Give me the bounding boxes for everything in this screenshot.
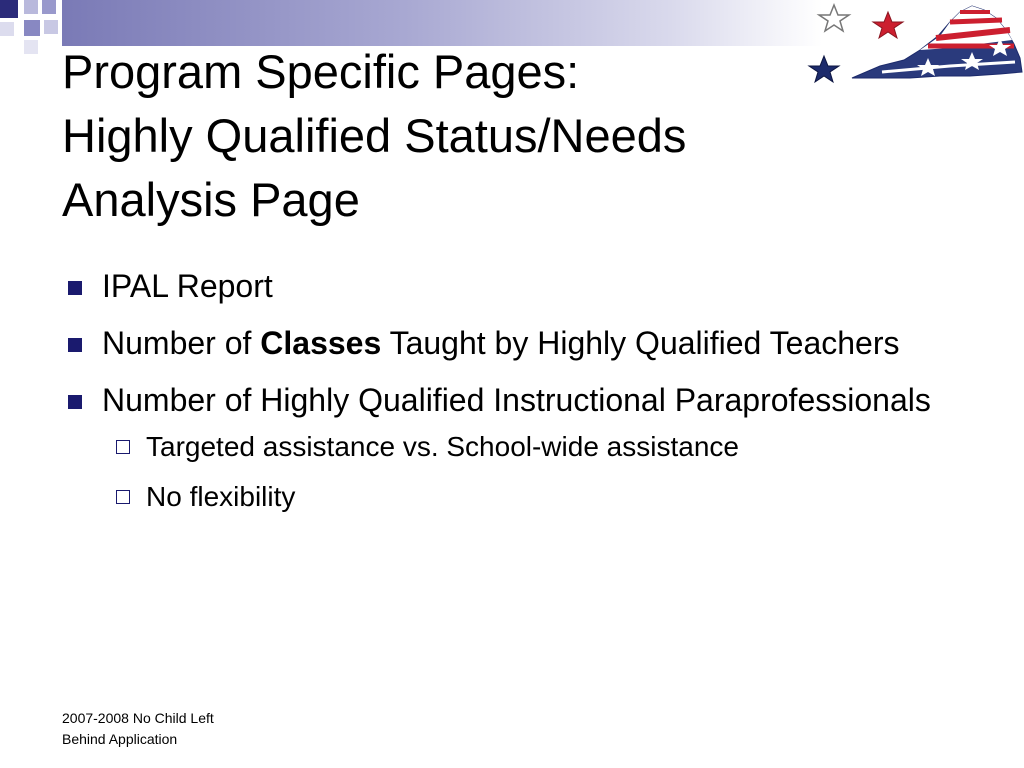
slide-footer (62, 708, 322, 750)
title-line-2: Highly Qualified Status/Needs (62, 109, 687, 162)
bullet-text: Number of Highly Qualified Instructional Paraprofessionals (102, 382, 931, 418)
bullet-item-classes-taught (62, 319, 962, 368)
hollow-square-bullet-icon (116, 490, 130, 504)
bullet-text-bold: Classes (260, 325, 382, 361)
title-line-3: Analysis Page (62, 173, 360, 226)
sub-bullet-item-flexibility (102, 477, 962, 517)
red-star-icon (873, 12, 903, 38)
title-line-1: Program Specific Pages: (62, 45, 580, 98)
bullet-text: IPAL Report (102, 268, 273, 304)
white-star-icon (819, 5, 849, 31)
footer-line-1: 2007-2008 No Child Left (62, 710, 214, 726)
sub-bullet-text: No flexibility (146, 481, 296, 512)
hollow-square-bullet-icon (116, 440, 130, 454)
square-bullet-icon (68, 338, 82, 352)
sub-bullet-item-assistance (102, 427, 962, 467)
square-bullet-icon (68, 281, 82, 295)
sub-bullet-text: Targeted assistance vs. School-wide assistance (146, 431, 739, 462)
bullet-item-ipal-report (62, 262, 962, 311)
square-bullet-icon (68, 395, 82, 409)
bullet-text-suffix: Taught by Highly Qualified Teachers (381, 325, 900, 361)
virginia-map-icon (852, 6, 1022, 78)
sub-bullet-list (102, 427, 962, 517)
bullet-item-paraprofessionals (62, 376, 962, 517)
footer-line-2: Behind Application (62, 731, 178, 747)
slide-title (62, 40, 842, 232)
bullet-list (62, 262, 962, 527)
bullet-text-prefix: Number of (102, 325, 261, 361)
